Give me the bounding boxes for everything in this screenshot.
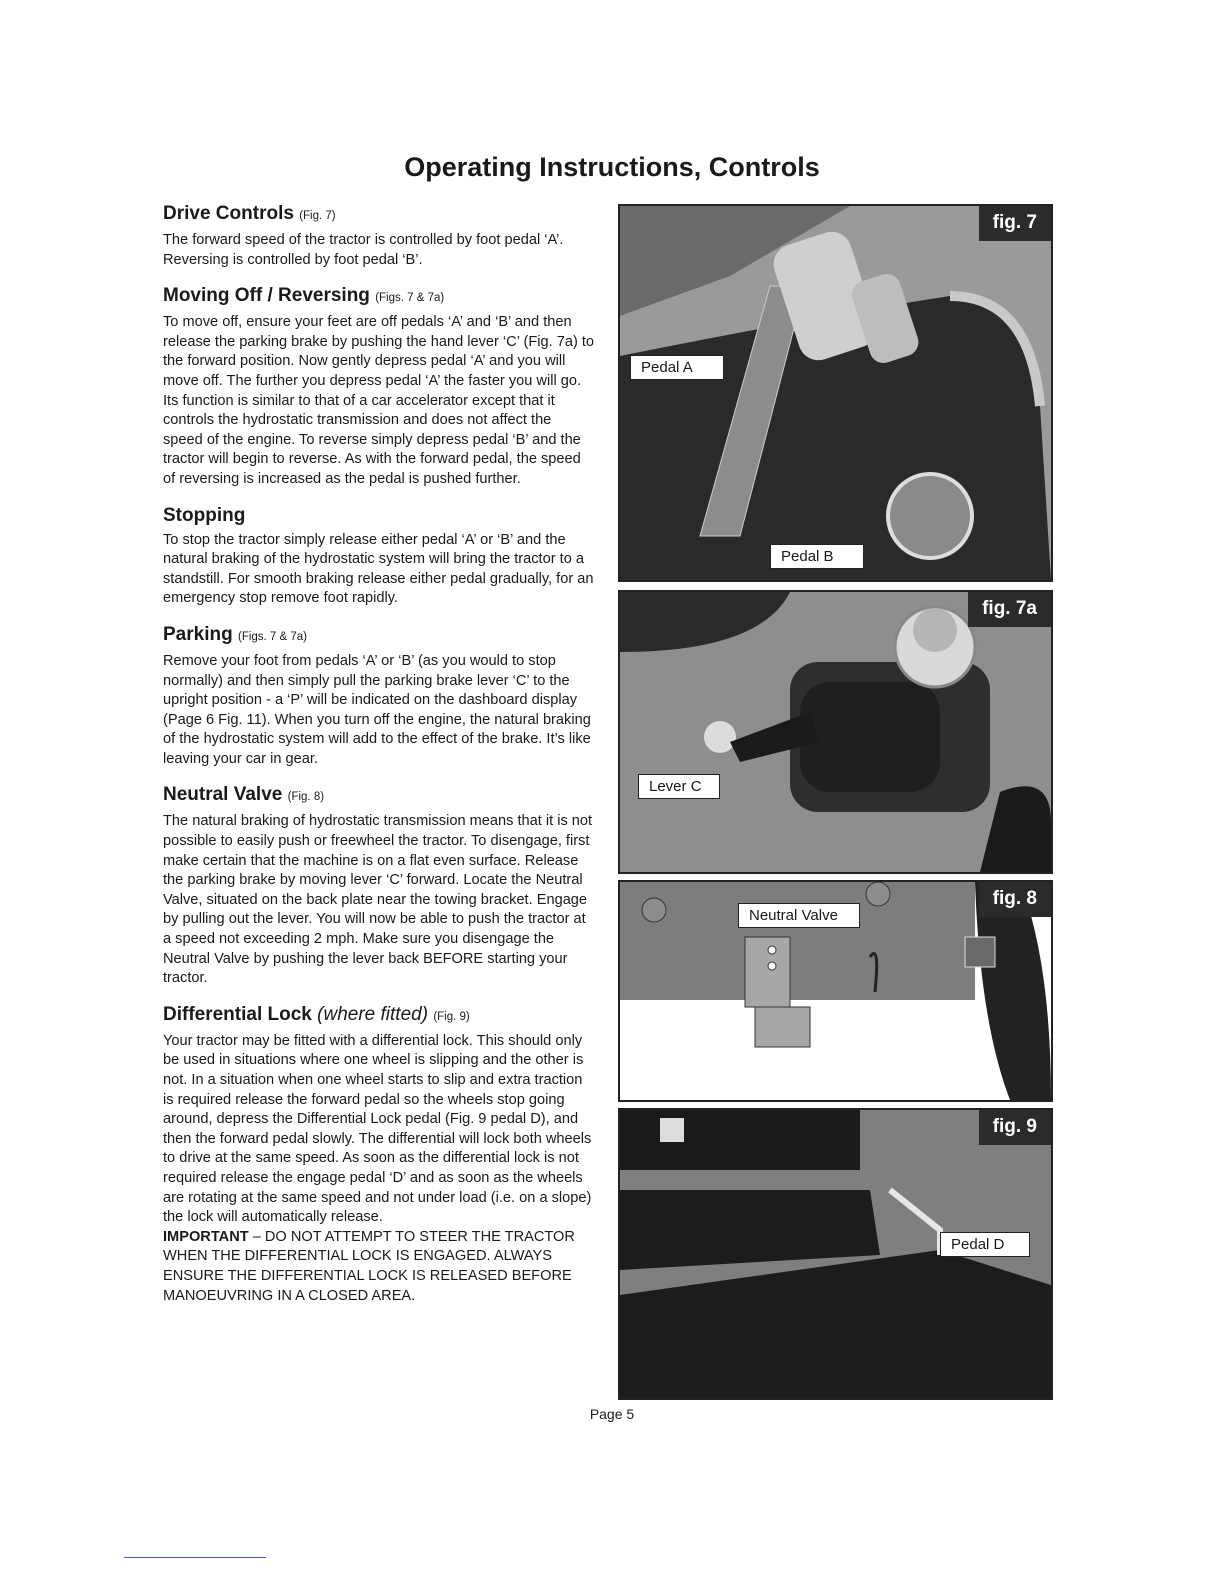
section-stopping xyxy=(163,504,595,609)
callout-pedal-a: Pedal A xyxy=(630,355,724,380)
text-column xyxy=(163,202,595,1306)
section-body: Remove your foot from pedals ‘A’ or ‘B’ (as you would to stop normally) and then simply pull the parking brake lever ‘C’ to the upright position - a ‘P’ will be indicated on the dashboard display (Page 6 Fig. 11). When you turn off the engine, the natural braking of the hydrostatic system will add to the effect of the brake. It’s like leaving your car in gear. xyxy=(163,652,591,767)
callout-lever-c: Lever C xyxy=(638,774,720,799)
callout-pedal-d: Pedal D xyxy=(940,1232,1030,1257)
figure-tag: fig. 7a xyxy=(968,592,1051,627)
section-heading: Neutral Valve (Fig. 8) xyxy=(163,784,325,806)
section-heading: Drive Controls (Fig. 7) xyxy=(163,203,336,224)
figure-tag: fig. 7 xyxy=(979,206,1051,241)
section-body: To stop the tractor simply release either pedal ‘A’ or ‘B’ and the natural braking of the hydrostatic system will bring the tractor to a standstill. For smooth braking release either pedal gradually, for an emergency stop remove foot rapidly. xyxy=(163,531,594,607)
callout-neutral-valve: Neutral Valve xyxy=(738,903,860,928)
section-parking xyxy=(163,623,595,770)
section-body: To move off, ensure your feet are off pedals ‘A’ and ‘B’ and then release the parking brake by pushing the hand lever ‘C’ (Fig. 7a) to the forward position. Now gently depress pedal ‘A’ and you will move off. The further you depress pedal ‘A’ the faster you will go. Its function is similar to that of a car accelerator except that it controls the hydrostatic transmission and does not affect the speed of the engine. To reverse simply depress pedal ‘B’ and the tractor will begin to reverse. As with the forward pedal, the speed of reversing is increased as the pedal is pushed further. xyxy=(163,314,595,487)
footer-rule xyxy=(124,1557,266,1558)
section-heading: Stopping xyxy=(163,504,246,526)
figure-7 xyxy=(618,204,1053,582)
important-notice xyxy=(163,1228,595,1306)
figure-ref: (Figs. 7 & 7a) xyxy=(375,292,445,305)
figure-tag: fig. 9 xyxy=(979,1110,1051,1145)
figure-ref: (Fig. 7) xyxy=(299,210,336,222)
callout-pedal-b: Pedal B xyxy=(770,544,864,569)
important-label: IMPORTANT xyxy=(163,1228,249,1245)
figure-9 xyxy=(618,1108,1053,1400)
section-heading: Parking (Figs. 7 & 7a) xyxy=(163,623,308,645)
figure-tag: fig. 8 xyxy=(979,882,1051,917)
section-drive-controls xyxy=(163,202,595,270)
figure-7-illustration xyxy=(620,206,1051,580)
important-text: – DO NOT ATTEMPT TO STEER THE TRACTOR WHEN THE DIFFERENTIAL LOCK IS ENGAGED. ALWAYS ENSURE THE DIFFERENTIAL LOCK IS RELEASED BEFORE MANOEUVRING IN A CLOSED AREA. xyxy=(163,1228,575,1304)
section-differential-lock xyxy=(163,1003,595,1306)
section-body: Your tractor may be fitted with a differential lock. This should only be used in situations where one wheel is slipping and the other is not. In a situation when one wheel starts to slip and extra traction is required release the forward pedal so the wheels stop going around, depress the Differential Lock pedal (Fig. 9 pedal D), and then the forward pedal slowly. The differential will lock both wheels to drive at the same speed. As soon as the differential lock is not required release the engage pedal ‘D’ and as soon as the wheels are rotating at the same speed and not under load (i.e. on a slope) the lock will automatically release. xyxy=(163,1032,592,1226)
section-body: The natural braking of hydrostatic transmission means that it is not possible to easily push or freewheel the tractor. To disengage, first make certain that the machine is on a flat even surface. Release the parking brake by moving lever ‘C’ forward. Locate the Neutral Valve, situated on the back plate near the towing bracket. Engage by pulling out the lever. You will now be able to push the tractor at a speed not exceeding 2 mph. Make sure you disengage the Neutral Valve by pushing the lever back BEFORE starting your tractor. xyxy=(163,813,593,987)
section-moving-off xyxy=(163,284,595,489)
figure-7a-illustration xyxy=(620,592,1051,872)
figure-7a xyxy=(618,590,1053,874)
figure-8 xyxy=(618,880,1053,1102)
section-neutral-valve xyxy=(163,783,595,988)
figure-ref: (Fig. 9) xyxy=(433,1010,470,1023)
figure-ref: (Fig. 8) xyxy=(287,791,325,804)
heading-note: (where fitted) xyxy=(317,1003,429,1025)
page-title: Operating Instructions, Controls xyxy=(404,152,820,182)
figure-ref: (Figs. 7 & 7a) xyxy=(237,630,308,643)
section-body: The forward speed of the tractor is controlled by foot pedal ‘A’. Reversing is controlled by foot pedal ‘B’. xyxy=(163,232,564,268)
section-heading: Differential Lock (where fitted) (Fig. 9) xyxy=(163,1003,470,1025)
section-heading: Moving Off / Reversing (Figs. 7 & 7a) xyxy=(163,285,445,307)
page-number: Page 5 xyxy=(589,1406,635,1422)
